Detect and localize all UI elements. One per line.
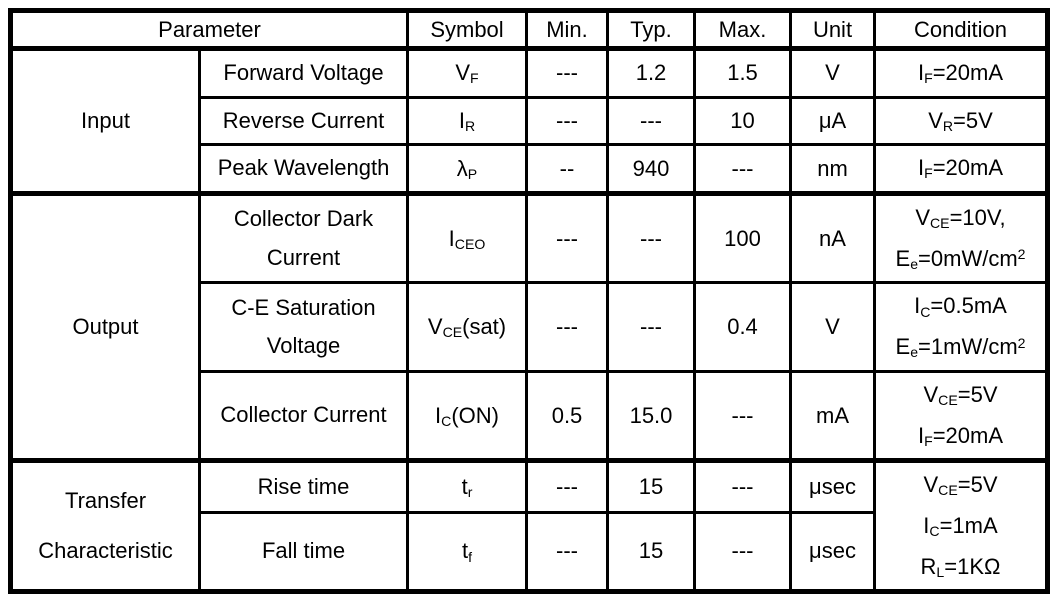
parameter-cell-forward-voltage: Forward Voltage xyxy=(200,49,408,98)
group-cell-output: Output xyxy=(11,194,200,461)
header-row xyxy=(11,11,1048,49)
col-header-min: Min. xyxy=(527,11,608,49)
col-header-parameter: Parameter xyxy=(11,11,408,49)
condition-cell: $I_F=20mA$ xyxy=(875,145,1048,194)
typ-cell: 15.0 xyxy=(608,371,695,460)
unit-cell: mA xyxy=(791,371,875,460)
condition-cell: $V_{CE}=10V$, $E_e=0mW/cm^2$ xyxy=(875,194,1048,283)
typ-cell: 15 xyxy=(608,512,695,592)
symbol-cell: $t_f$ xyxy=(408,512,527,592)
group-cell-transfer-characteristic: Transfer Characteristic xyxy=(11,461,200,592)
condition-cell: $V_{CE}=5V$ $I_F=20mA$ xyxy=(875,371,1048,460)
max-cell: 1.5 xyxy=(695,49,791,98)
unit-cell: V xyxy=(791,49,875,98)
max-cell: 0.4 xyxy=(695,283,791,371)
col-header-condition: Condition xyxy=(875,11,1048,49)
unit-cell: V xyxy=(791,283,875,371)
unit-cell: μsec xyxy=(791,512,875,592)
min-cell: -- xyxy=(527,145,608,194)
row-forward-voltage xyxy=(11,49,1048,98)
col-header-max: Max. xyxy=(695,11,791,49)
characteristics-table xyxy=(8,8,1050,594)
typ-cell: 940 xyxy=(608,145,695,194)
min-cell: --- xyxy=(527,49,608,98)
typ-cell: 1.2 xyxy=(608,49,695,98)
unit-cell: nm xyxy=(791,145,875,194)
typ-cell: --- xyxy=(608,97,695,145)
symbol-cell: $V_F$ xyxy=(408,49,527,98)
condition-cell-shared: $V_{CE}=5V$ $I_C=1mA$ $R_L=1K\Omega$ xyxy=(875,461,1048,592)
typ-cell: --- xyxy=(608,194,695,283)
min-cell: --- xyxy=(527,194,608,283)
col-header-unit: Unit xyxy=(791,11,875,49)
max-cell: --- xyxy=(695,512,791,592)
symbol-cell: $I_C(ON)$ xyxy=(408,371,527,460)
parameter-cell-rise-time: Rise time xyxy=(200,461,408,512)
row-collector-dark-current xyxy=(11,194,1048,283)
min-cell: 0.5 xyxy=(527,371,608,460)
symbol-cell: $t_r$ xyxy=(408,461,527,512)
symbol-cell: $\lambda_P$ xyxy=(408,145,527,194)
col-header-typ: Typ. xyxy=(608,11,695,49)
max-cell: 10 xyxy=(695,97,791,145)
col-header-symbol: Symbol xyxy=(408,11,527,49)
unit-cell: μsec xyxy=(791,461,875,512)
symbol-cell: $V_{CE}(sat)$ xyxy=(408,283,527,371)
condition-cell: $V_R=5V$ xyxy=(875,97,1048,145)
group-cell-input: Input xyxy=(11,49,200,194)
row-rise-time xyxy=(11,461,1048,512)
condition-cell: $I_F=20mA$ xyxy=(875,49,1048,98)
typ-cell: --- xyxy=(608,283,695,371)
typ-cell: 15 xyxy=(608,461,695,512)
min-cell: --- xyxy=(527,461,608,512)
min-cell: --- xyxy=(527,283,608,371)
max-cell: --- xyxy=(695,461,791,512)
parameter-cell-reverse-current: Reverse Current xyxy=(200,97,408,145)
parameter-cell-peak-wavelength: Peak Wavelength xyxy=(200,145,408,194)
min-cell: --- xyxy=(527,512,608,592)
symbol-cell: $I_R$ xyxy=(408,97,527,145)
parameter-cell-collector-dark-current: Collector Dark Current xyxy=(200,194,408,283)
max-cell: --- xyxy=(695,145,791,194)
parameter-cell-collector-current: Collector Current xyxy=(200,371,408,460)
unit-cell: μA xyxy=(791,97,875,145)
parameter-cell-ce-saturation-voltage: C-E Saturation Voltage xyxy=(200,283,408,371)
condition-cell: $I_C=0.5mA$ $E_e=1mW/cm^2$ xyxy=(875,283,1048,371)
symbol-cell: $I_{CEO}$ xyxy=(408,194,527,283)
min-cell: --- xyxy=(527,97,608,145)
unit-cell: nA xyxy=(791,194,875,283)
max-cell: 100 xyxy=(695,194,791,283)
parameter-cell-fall-time: Fall time xyxy=(200,512,408,592)
max-cell: --- xyxy=(695,371,791,460)
